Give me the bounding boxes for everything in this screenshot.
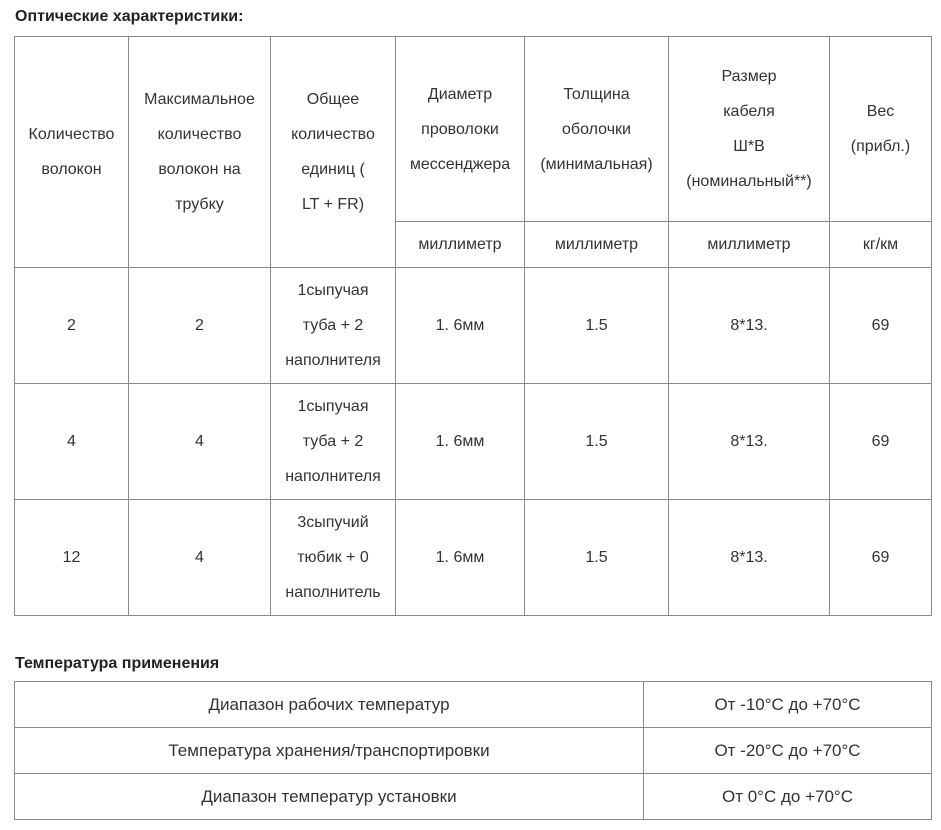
table-row (15, 268, 932, 384)
temperature-value: От -20°C до +70°C (644, 728, 932, 774)
cell-fiber-count: 4 (15, 384, 129, 500)
temperature-label: Диапазон рабочих температур (15, 682, 644, 728)
cell-max-per-tube: 4 (129, 384, 271, 500)
header-cable-size: Размер кабеля Ш*В (номинальный**) (669, 37, 830, 222)
table-row (15, 682, 932, 728)
table-row (15, 774, 932, 820)
unit-cable-size: миллиметр (669, 222, 830, 268)
cell-messenger-diameter: 1. 6мм (396, 384, 525, 500)
cell-max-per-tube: 4 (129, 500, 271, 616)
cell-weight: 69 (830, 384, 932, 500)
cell-messenger-diameter: 1. 6мм (396, 268, 525, 384)
header-max-per-tube: Максимальное количество волокон на трубку (129, 37, 271, 268)
cell-max-per-tube: 2 (129, 268, 271, 384)
cell-total-units: 3сыпучий тюбик + 0 наполнитель (271, 500, 396, 616)
temperature-label: Диапазон температур установки (15, 774, 644, 820)
cell-weight: 69 (830, 500, 932, 616)
header-weight: Вес (прибл.) (830, 37, 932, 222)
table-row (15, 384, 932, 500)
temperature-value: От 0°C до +70°C (644, 774, 932, 820)
optical-characteristics-table (14, 36, 932, 616)
unit-weight: кг/км (830, 222, 932, 268)
header-total-units: Общее количество единиц ( LT + FR) (271, 37, 396, 268)
optical-section-title: Оптические характеристики: (15, 8, 244, 25)
table-row (15, 728, 932, 774)
cell-fiber-count: 12 (15, 500, 129, 616)
temperature-value: От -10°C до +70°C (644, 682, 932, 728)
header-messenger-diameter: Диаметр проволоки мессенджера (396, 37, 525, 222)
temperature-label: Температура хранения/транспортировки (15, 728, 644, 774)
cell-sheath-thickness: 1.5 (525, 384, 669, 500)
cell-messenger-diameter: 1. 6мм (396, 500, 525, 616)
table-header-row (15, 37, 932, 222)
cell-weight: 69 (830, 268, 932, 384)
cell-sheath-thickness: 1.5 (525, 268, 669, 384)
temperature-section-title: Температура применения (15, 655, 220, 672)
unit-sheath-thickness: миллиметр (525, 222, 669, 268)
header-fiber-count: Количество волокон (15, 37, 129, 268)
cell-fiber-count: 2 (15, 268, 129, 384)
cell-cable-size: 8*13. (669, 500, 830, 616)
cell-cable-size: 8*13. (669, 384, 830, 500)
cell-sheath-thickness: 1.5 (525, 500, 669, 616)
header-sheath-thickness: Толщина оболочки (минимальная) (525, 37, 669, 222)
table-row (15, 500, 932, 616)
cell-total-units: 1сыпучая туба + 2 наполнителя (271, 384, 396, 500)
cell-cable-size: 8*13. (669, 268, 830, 384)
cell-total-units: 1сыпучая туба + 2 наполнителя (271, 268, 396, 384)
unit-messenger-diameter: миллиметр (396, 222, 525, 268)
temperature-table (14, 681, 932, 820)
